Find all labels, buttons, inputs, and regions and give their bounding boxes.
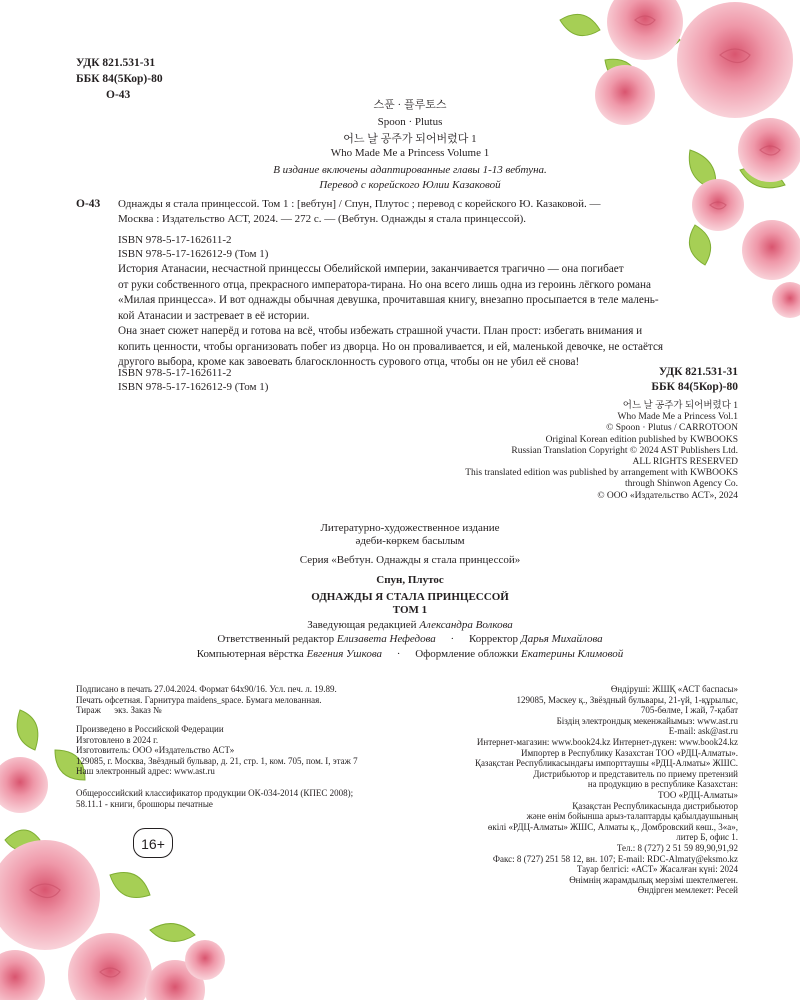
- cover-label: Оформление обложки: [415, 648, 521, 660]
- annotation-p1-line: История Атанасии, несчастной принцессы Обелийской империи, заканчивается трагично — она погибает: [118, 263, 624, 275]
- author-mark: О-43: [106, 89, 131, 101]
- annotation-p2-line: Она знает сюжет наперёд и готова на всё, чтобы избежать страшной участи. План прост: избегать внимания и: [118, 325, 643, 337]
- rights-line: ALL RIGHTS RESERVED: [632, 457, 738, 468]
- kz-info-line: өкілі «РДЦ-Алматы» ЖШС, Алматы қ., Домбровский көш., 3«а»,: [487, 821, 738, 832]
- catalog-isbn-1: ISBN 978-5-17-162611-2: [118, 234, 232, 246]
- series-name: Серия «Вебтун. Однажды я стала принцессой»: [299, 554, 521, 566]
- kz-info-line: ТОО «РДЦ-Алматы»: [658, 789, 738, 800]
- edition-volume: ТОМ 1: [392, 604, 428, 616]
- separator-dot: ·: [450, 633, 455, 645]
- romanized-authors: Spoon · Plutus: [377, 116, 443, 128]
- annotation-p1-line: от руки собственного отца, прекрасного императора-тирана. Но она всего лишь одна из героинь лёгкого романа: [118, 278, 651, 291]
- rights-line: Original Korean edition published by KWBOOKS: [545, 434, 738, 445]
- kz-info-line: литер Б, офис 1.: [676, 832, 738, 843]
- edition-title: ОДНАЖДЫ Я СТАЛА ПРИНЦЕССОЙ: [311, 591, 509, 603]
- editors-line: [120, 633, 700, 646]
- edition-authors: Спун, Плутос: [376, 574, 444, 586]
- responsible-editor-label: Ответственный редактор: [217, 633, 337, 645]
- kz-info-line: E-mail: ask@ast.ru: [668, 726, 738, 737]
- isbn-bottom-2: ISBN 978-5-17-162612-9 (Том 1): [118, 381, 269, 393]
- print-info-line: Наш электронный адрес: www.ast.ru: [76, 766, 215, 777]
- rights-lines: [340, 401, 738, 502]
- layout-cover-line: [120, 648, 700, 661]
- annotation-paragraph-1: [118, 262, 735, 324]
- rights-line: This translated edition was published by arrangement with KWBOOKS: [465, 468, 738, 479]
- annotation-p1-line: «Милая принцесса». И вот однажды обычная девушка, прочитавшая книгу, внезапно просыпается в теле малень-: [118, 294, 659, 307]
- kz-info-line: 129085, Мәскеу қ., Звёздный бульвары, 21-үй, 1-құрылыс,: [516, 694, 738, 705]
- rights-line: © Spoon · Plutus / CARROTOON: [606, 423, 738, 434]
- edition-note: В издание включены адаптированные главы 1-13 вебтуна.: [273, 164, 547, 176]
- kz-info-line: Біздің электрондық мекенжайымыз: www.ast.ru: [556, 715, 738, 726]
- kz-info-line: және өнім бойынша арыз-талаптарды қабылдаушының: [526, 811, 738, 822]
- editor-in-chief-name: Александра Волкова: [419, 619, 513, 631]
- print-info-line: 129085, г. Москва, Звёздный бульвар, д. 21, стр. 1, ком. 705, пом. I, этаж 7: [76, 755, 358, 766]
- kz-info-line: Импортер в Республику Казахстан ТОО «РДЦ-Алматы».: [520, 747, 738, 758]
- print-info-block-1: [76, 684, 416, 716]
- rights-bbk: ББК 84(5Кор)-80: [651, 381, 738, 393]
- print-info-line: Изготовлено в 2024 г.: [76, 734, 159, 745]
- print-info-line: Общероссийский классификатор продукции ОК-034-2014 (КПЕС 2008);: [76, 788, 354, 798]
- english-title: Who Made Me a Princess Volume 1: [330, 147, 490, 159]
- print-info-line: Тираж экз. Заказ №: [76, 705, 162, 716]
- editor-in-chief: [150, 619, 670, 632]
- catalog-entry-line2: Москва : Издательство АСТ, 2024. — 272 с. — (Вебтун. Однажды я стала принцессой).: [118, 213, 527, 225]
- editor-in-chief-label: Заведующая редакцией: [307, 619, 420, 631]
- catalog-entry-line1: Однажды я стала принцессой. Том 1 : [вебтун] / Спун, Плутос ; перевод с корейского Ю. Казаковой. —: [118, 198, 601, 210]
- annotation-paragraph-2: [118, 324, 735, 371]
- layout-name: Евгения Ушкова: [306, 648, 383, 660]
- korean-title: 어느 날 공주가 되어버렸다 1: [343, 133, 477, 145]
- udk-code: УДК 821.531-31: [76, 57, 156, 69]
- kz-info-line: на продукцию в республике Казахстан:: [587, 779, 738, 790]
- layout-label: Компьютерная вёрстка: [196, 648, 307, 660]
- annotation-p2-line: другого выбора, кроме как завоевать благосклонность сурового отца, чтобы он не убил её снова!: [118, 356, 580, 369]
- kz-info-line: Тауар белгісі: «АСТ» Жасалған күні: 2024: [576, 864, 738, 875]
- bbk-code: ББК 84(5Кор)-80: [76, 73, 163, 85]
- catalog-isbn-2: ISBN 978-5-17-162612-9 (Том 1): [118, 248, 269, 260]
- kz-info-line: Тел.: 8 (727) 2 51 59 89,90,91,92: [616, 842, 738, 853]
- kz-info-line: Өндірген мемлекет: Ресей: [637, 885, 738, 896]
- kz-info-line: Қазақстан Республикасында дистрибьютор: [572, 800, 738, 811]
- kz-info-line: 705-бөлме, I жай, 7-қабат: [640, 705, 738, 716]
- age-rating-badge: 16+: [133, 828, 173, 858]
- proofreader-label: Корректор: [468, 633, 521, 645]
- print-info-line: Произведено в Российской Федерации: [76, 724, 224, 734]
- translator-note: Перевод с корейского Юлии Казаковой: [319, 179, 501, 191]
- proofreader-name: Дарья Михайлова: [520, 633, 603, 645]
- kz-info-line: Қазақстан Республикасындағы импорттаушы «РДЦ-Алматы» ЖШС.: [474, 758, 738, 769]
- print-info-line: Изготовитель: ООО «Издательство АСТ»: [76, 745, 235, 756]
- catalog-mark: О-43: [76, 198, 101, 210]
- rights-line: Russian Translation Copyright © 2024 AST Publishers Ltd.: [511, 445, 738, 456]
- print-info-line: 58.11.1 - книги, брошюры печатные: [76, 798, 213, 809]
- genre-kz: әдеби-көркем басылым: [355, 535, 465, 547]
- rights-line: through Shinwon Agency Co.: [625, 479, 738, 490]
- annotation-p1-line: кой Атанасии и застревает в её истории.: [118, 309, 310, 322]
- separator-dot: ·: [396, 648, 401, 660]
- rights-line: Who Made Me a Princess Vol.1: [617, 412, 738, 423]
- cover-name: Екатерины Климовой: [520, 648, 624, 660]
- rights-line: © ООО «Издательство АСТ», 2024: [597, 490, 738, 501]
- kz-info-line: Интернет-магазин: www.book24.kz Интернет-дүкен: www.book24.kz: [476, 736, 738, 747]
- isbn-bottom-1: ISBN 978-5-17-162611-2: [118, 367, 232, 379]
- kz-info-line: Өндіруші: ЖШҚ «АСТ баспасы»: [610, 684, 738, 694]
- kz-info-line: Өнімнің жарамдылық мерзімі шектелмеген.: [569, 874, 738, 885]
- responsible-editor-name: Елизавета Нефедова: [336, 633, 436, 645]
- rights-udk: УДК 821.531-31: [658, 366, 738, 378]
- print-info-line: Печать офсетная. Гарнитура maidens_space. Бумага мелованная.: [76, 694, 322, 705]
- rights-line: 어느 날 공주가 되어버렸다 1: [622, 401, 738, 411]
- print-info-line: Подписано в печать 27.04.2024. Формат 64x90/16. Усл. печ. л. 19.89.: [76, 684, 337, 694]
- kz-info-line: Дистрибьютор и представитель по приему претензий: [533, 768, 738, 779]
- korean-authors: 스푼 · 플루토스: [373, 99, 447, 111]
- print-info-block-2: [76, 724, 416, 777]
- print-info-block-3: [76, 788, 416, 809]
- annotation-p2-line: копить ценности, чтобы организовать побег из дворца. Но он проваливается, и ей, маленькой девочке, не остаётся: [118, 340, 664, 353]
- kz-info-line: Факс: 8 (727) 251 58 12, вн. 107; E-mail: RDC-Almaty@eksmo.kz: [492, 853, 738, 864]
- kz-info-block: [400, 684, 738, 896]
- genre-ru: Литературно-художественное издание: [320, 522, 500, 534]
